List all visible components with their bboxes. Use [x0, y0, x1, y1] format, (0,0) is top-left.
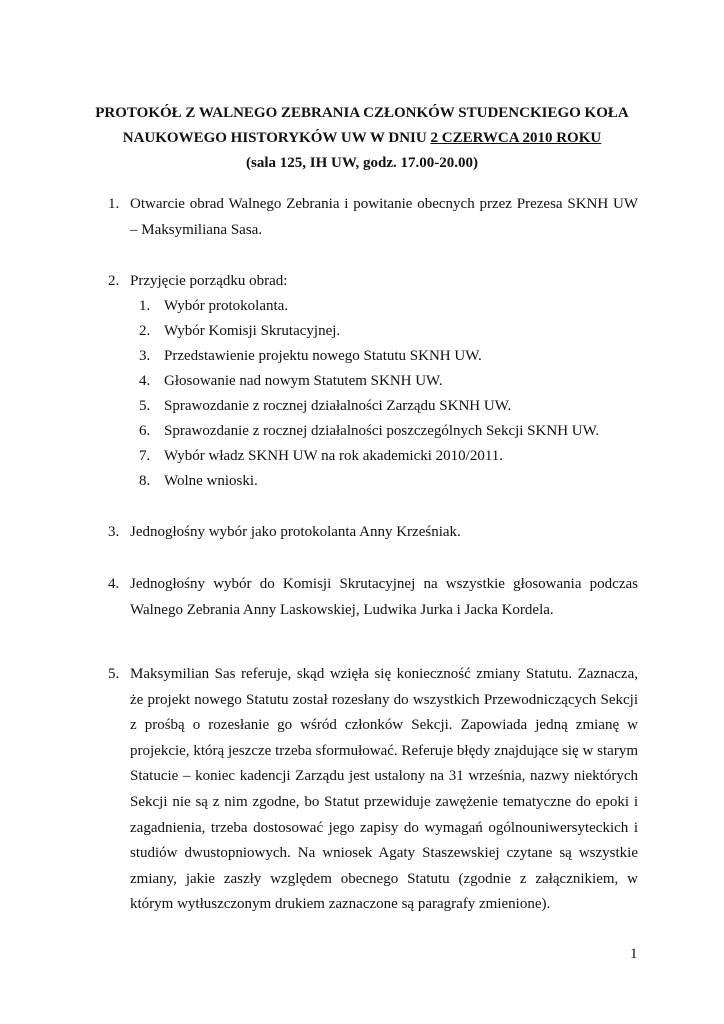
item-2-text: Przyjęcie porządku obrad: [130, 273, 288, 289]
item-4-number: 4. [108, 576, 120, 592]
item-2-number: 2. [108, 273, 120, 289]
title-prefix: NAUKOWEGO HISTORYKÓW UW W DNIU [122, 130, 431, 146]
item-3-number: 3. [108, 524, 120, 540]
item-1-number: 1. [108, 196, 120, 212]
agenda-item-3: 3. Przedstawienie projektu nowego Statutu SKNH UW. [139, 348, 482, 364]
item-5-number: 5. [108, 666, 120, 682]
item-1-text: Otwarcie obrad Walnego Zebrania i powitanie obecnych przez Prezesa SKNH UW – Maksymiliana Sasa. [130, 196, 638, 238]
item-5-text: Maksymilian Sas referuje, skąd wzięła się konieczność zmiany Statutu. Zaznacza, że projekt nowego Statutu został rozesłany do wszystkich Przewodniczących Sekcji z prośbą o rozesłanie go wśród członków Sekcji. Zapowiada jedną zmianę w projekcie, którą jeszcze trzeba sformułować. Referuje błędy znajdujące się w starym Statucie – koniec kadencji Zarządu jest ustalony na 31 września, nazwy niektórych Sekcji nie są z nim zgodne, bo Statut przewiduje zawężenie tematyczne do epoki i zagadnienia, trzeba dostosować jego zapisy do wymagań ogólnouniwersyteckich i studiów dwustopniowych. Na wniosek Agaty Staszewskiej czytane są wszystkie zmiany, jakie zaszły względem obecnego Statutu (zgodnie z załącznikiem, w którym wytłuszczonym drukiem zaznaczone są paragrafy zmienione). [130, 666, 638, 913]
agenda-item-4: 4. Głosowanie nad nowym Statutem SKNH UW. [139, 373, 443, 389]
agenda-item-6: 6. Sprawozdanie z rocznej działalności poszczególnych Sekcji SKNH UW. [139, 423, 600, 439]
agenda-item-5: 5. Sprawozdanie z rocznej działalności Zarządu SKNH UW. [139, 398, 512, 414]
agenda-item-1: 1. Wybór protokolanta. [139, 298, 289, 314]
document-title-line-1: PROTOKÓŁ Z WALNEGO ZEBRANIA CZŁONKÓW STUDENCKIEGO KOŁA [95, 105, 629, 121]
agenda-item-8: 8. Wolne wnioski. [139, 473, 258, 489]
agenda-item-2: 2. Wybór Komisji Skrutacyjnej. [139, 323, 341, 339]
item-4-text: Jednogłośny wybór do Komisji Skrutacyjnej na wszystkie głosowania podczas Walnego Zebrania Anny Laskowskiej, Ludwika Jurka i Jacka Kordela. [130, 576, 638, 618]
agenda-item-7: 7. Wybór władz SKNH UW na rok akademicki 2010/2011. [139, 448, 504, 464]
page-number: 1 [630, 946, 638, 962]
item-3-text: Jednogłośny wybór jako protokolanta Anny Krześniak. [130, 524, 461, 540]
title-date: 2 CZERWCA 2010 ROKU [430, 130, 602, 146]
document-subtitle: (sala 125, IH UW, godz. 17.00-20.00) [246, 155, 478, 171]
document-title-line-2 [0, 126, 724, 151]
